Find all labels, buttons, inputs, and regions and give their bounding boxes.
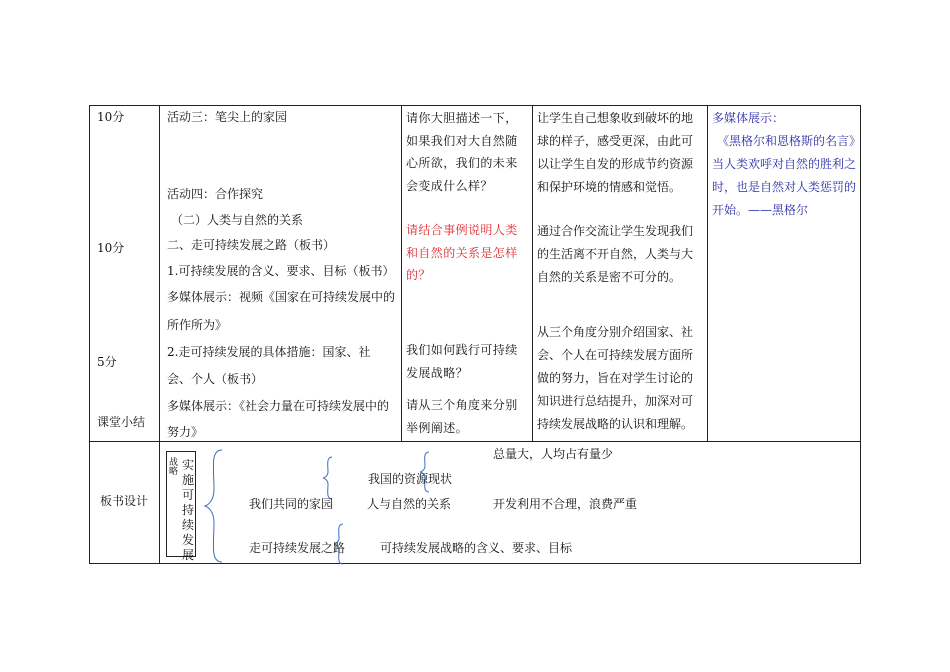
summary-cell: 课堂小结 [97,415,146,429]
board-line: 总量大，人均占有量少 [493,447,614,461]
board-vertical-title: 实施可持续发展 [181,458,194,562]
grid-line [707,105,708,442]
board-line: 人与自然的关系 [367,497,452,511]
question-text: 我们如何践行可持续发展战略？ [406,343,518,380]
question-text-highlight: 请结合事例说明人类和自然的关系是怎样的？ [406,223,518,282]
board-line: 我们共同的家园 [249,497,334,511]
content-line: 多媒体展示：《社会力量在可持续发展中的 [167,399,390,413]
board-label: 板书设计 [100,494,149,508]
content-line: 2.走可持续发展的具体措施：国家、社 [167,345,371,359]
brace-icon [322,456,334,500]
activity-four: 活动四：合作探究 [167,187,264,201]
board-line: 走可持续发展之路 [249,541,346,555]
grid-line [401,105,402,442]
content-line: 会、个人（板书） [167,372,264,386]
grid-line [532,105,533,442]
grid-line [159,105,160,564]
design-intent: 从三个角度分别介绍国家、社会、个人在可持续发展方面所做的努力，旨在对学生讨论的知识进行总结提升，加深对可持续发展战略的认识和理解。 [537,325,694,431]
media-quote: 当人类欢呼对自然的胜利之时，也是自然对人类惩罚的开始。——黑格尔 [712,157,857,217]
brace-icon [204,449,226,563]
activity-three: 活动三：笔尖上的家园 [167,110,288,124]
section-title: 二、走可持续发展之路（板书） [167,238,336,252]
board-vertical-note: 战略 [169,458,179,477]
media-title: 《黑格尔和恩格斯的名言》 [717,134,862,148]
media-label: 多媒体展示： [712,111,785,125]
content-line: 所作所为》 [167,318,228,332]
content-line: 1.可持续发展的含义、要求、目标（板书） [167,264,395,278]
time-cell: 5分 [97,355,117,369]
board-line: 可持续发展战略的含义、要求、目标 [380,541,573,555]
design-intent: 通过合作交流让学生发现我们的生活离不开自然，人类与大自然的关系是密不可分的。 [537,224,694,284]
content-line: 多媒体展示：视频《国家在可持续发展中的 [167,290,396,304]
question-text: 请你大胆描述一下，如果我们对大自然随心所欲，我们的未来会变成什么样？ [406,111,518,193]
time-cell: 10分 [97,110,125,124]
subsection-title: （二）人类与自然的关系 [171,213,304,227]
question-text: 请从三个角度来分别举例阐述。 [406,398,518,435]
board-line: 开发利用不合理，浪费严重 [493,497,638,511]
board-line: 我国的资源现状 [368,472,453,486]
time-cell: 10分 [97,241,125,255]
content-line: 努力》 [167,425,204,439]
grid-line [89,441,861,442]
design-intent: 让学生自己想象收到破坏的地球的样子，感受更深，由此可以让学生自发的形成节约资源和保护环境的情感和觉悟。 [537,111,694,194]
